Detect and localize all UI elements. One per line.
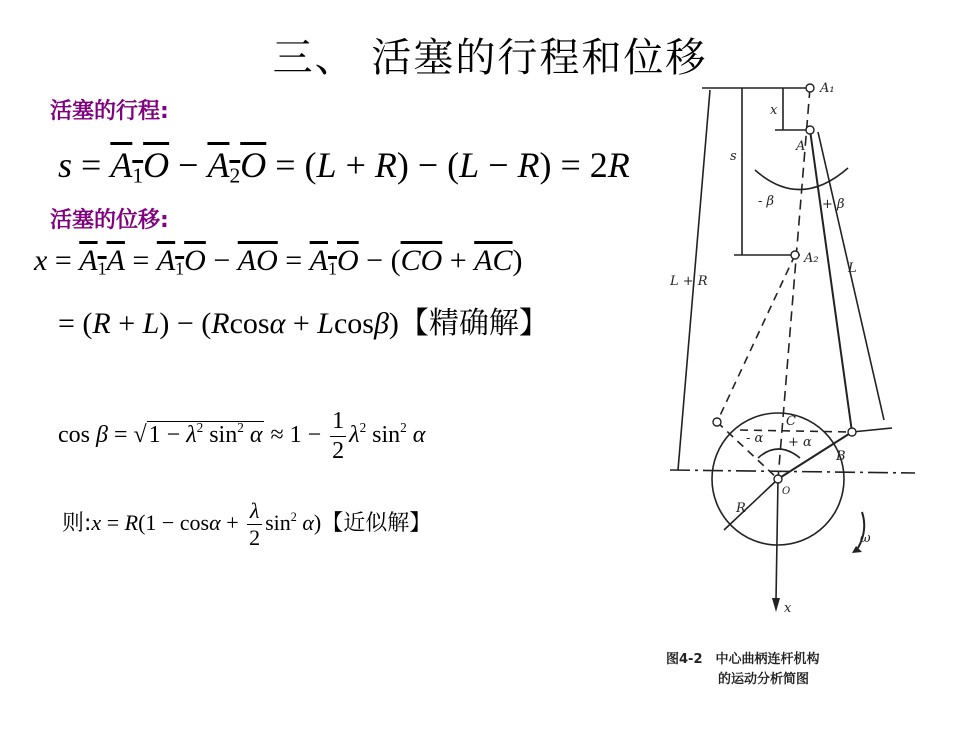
l-dimension: [818, 132, 884, 420]
label-x-top: x: [770, 103, 778, 118]
point-b: [848, 428, 856, 436]
label-plus-beta: + β: [822, 197, 845, 212]
figure-caption-line1: 图4-2 中心曲柄连杆机构: [666, 652, 820, 667]
point-o: [774, 475, 782, 483]
stroke-heading: 活塞的行程:: [50, 99, 169, 124]
label-s: s: [730, 149, 737, 164]
x-axis-arrowhead: [772, 598, 780, 612]
approx-prefix: 则:: [62, 510, 92, 536]
label-minus-alpha: - α: [746, 431, 764, 446]
label-o: O: [782, 486, 791, 497]
point-b-prime: [713, 418, 721, 426]
label-plus-alpha: + α: [788, 435, 812, 450]
approx-solution-tag: 【近似解】: [321, 510, 432, 536]
alpha-arc: [758, 449, 800, 458]
label-a2: A₂: [804, 251, 819, 266]
label-x-axis: x: [784, 601, 792, 616]
label-l-plus-r: L + R: [670, 274, 708, 289]
stroke-equation: s = A1O − A2O = (L + R) − (L − R) = 2R: [58, 145, 630, 188]
x-axis-line: [776, 479, 778, 600]
connecting-rod: [810, 130, 852, 432]
exact-solution-tag: 【精确解】: [398, 306, 549, 341]
label-r: R: [736, 501, 746, 516]
crank-mechanism-diagram: [660, 70, 920, 630]
label-a1: A₁: [820, 81, 835, 96]
label-minus-beta: - β: [758, 194, 775, 209]
displacement-heading: 活塞的位移:: [50, 208, 169, 233]
omega-arrowhead: [852, 546, 862, 553]
point-a: [806, 126, 814, 134]
approx-equation: 则:x = R(1 − cosα + $\frac{\lambda}{2}$ $\sin^2 \alpha$)【近似解】: [62, 498, 432, 551]
point-a1: [806, 84, 814, 92]
figure-caption-line2: 的运动分析简图: [718, 672, 810, 687]
mirror-rod-dashed: [717, 255, 795, 422]
displacement-equation-line2: = (R + L) − (Rcosα + Lcosβ)【精确解】: [58, 306, 549, 341]
label-a: A: [796, 139, 806, 154]
label-c: C: [786, 414, 796, 429]
point-a2: [791, 251, 799, 259]
b-reference-line: [852, 428, 892, 432]
page-title: 三、 活塞的行程和位移: [272, 35, 708, 81]
label-b: B: [836, 449, 846, 464]
label-l: L: [848, 261, 857, 276]
label-omega: ω: [860, 531, 871, 546]
cos-beta-equation: $\cos \beta = √1 - \lambda^2$ $\sin^2 \alpha \approx 1$ − $\frac{1}{2}$ $\lambda^2$ $\sin^2 \alpha$: [58, 408, 426, 464]
displacement-equation-line1: $x = A1A = A1O - \overline{AO} = A1O - (\overline{CO} + \overline{AC})$: [34, 244, 523, 279]
radius-line: [724, 479, 778, 530]
